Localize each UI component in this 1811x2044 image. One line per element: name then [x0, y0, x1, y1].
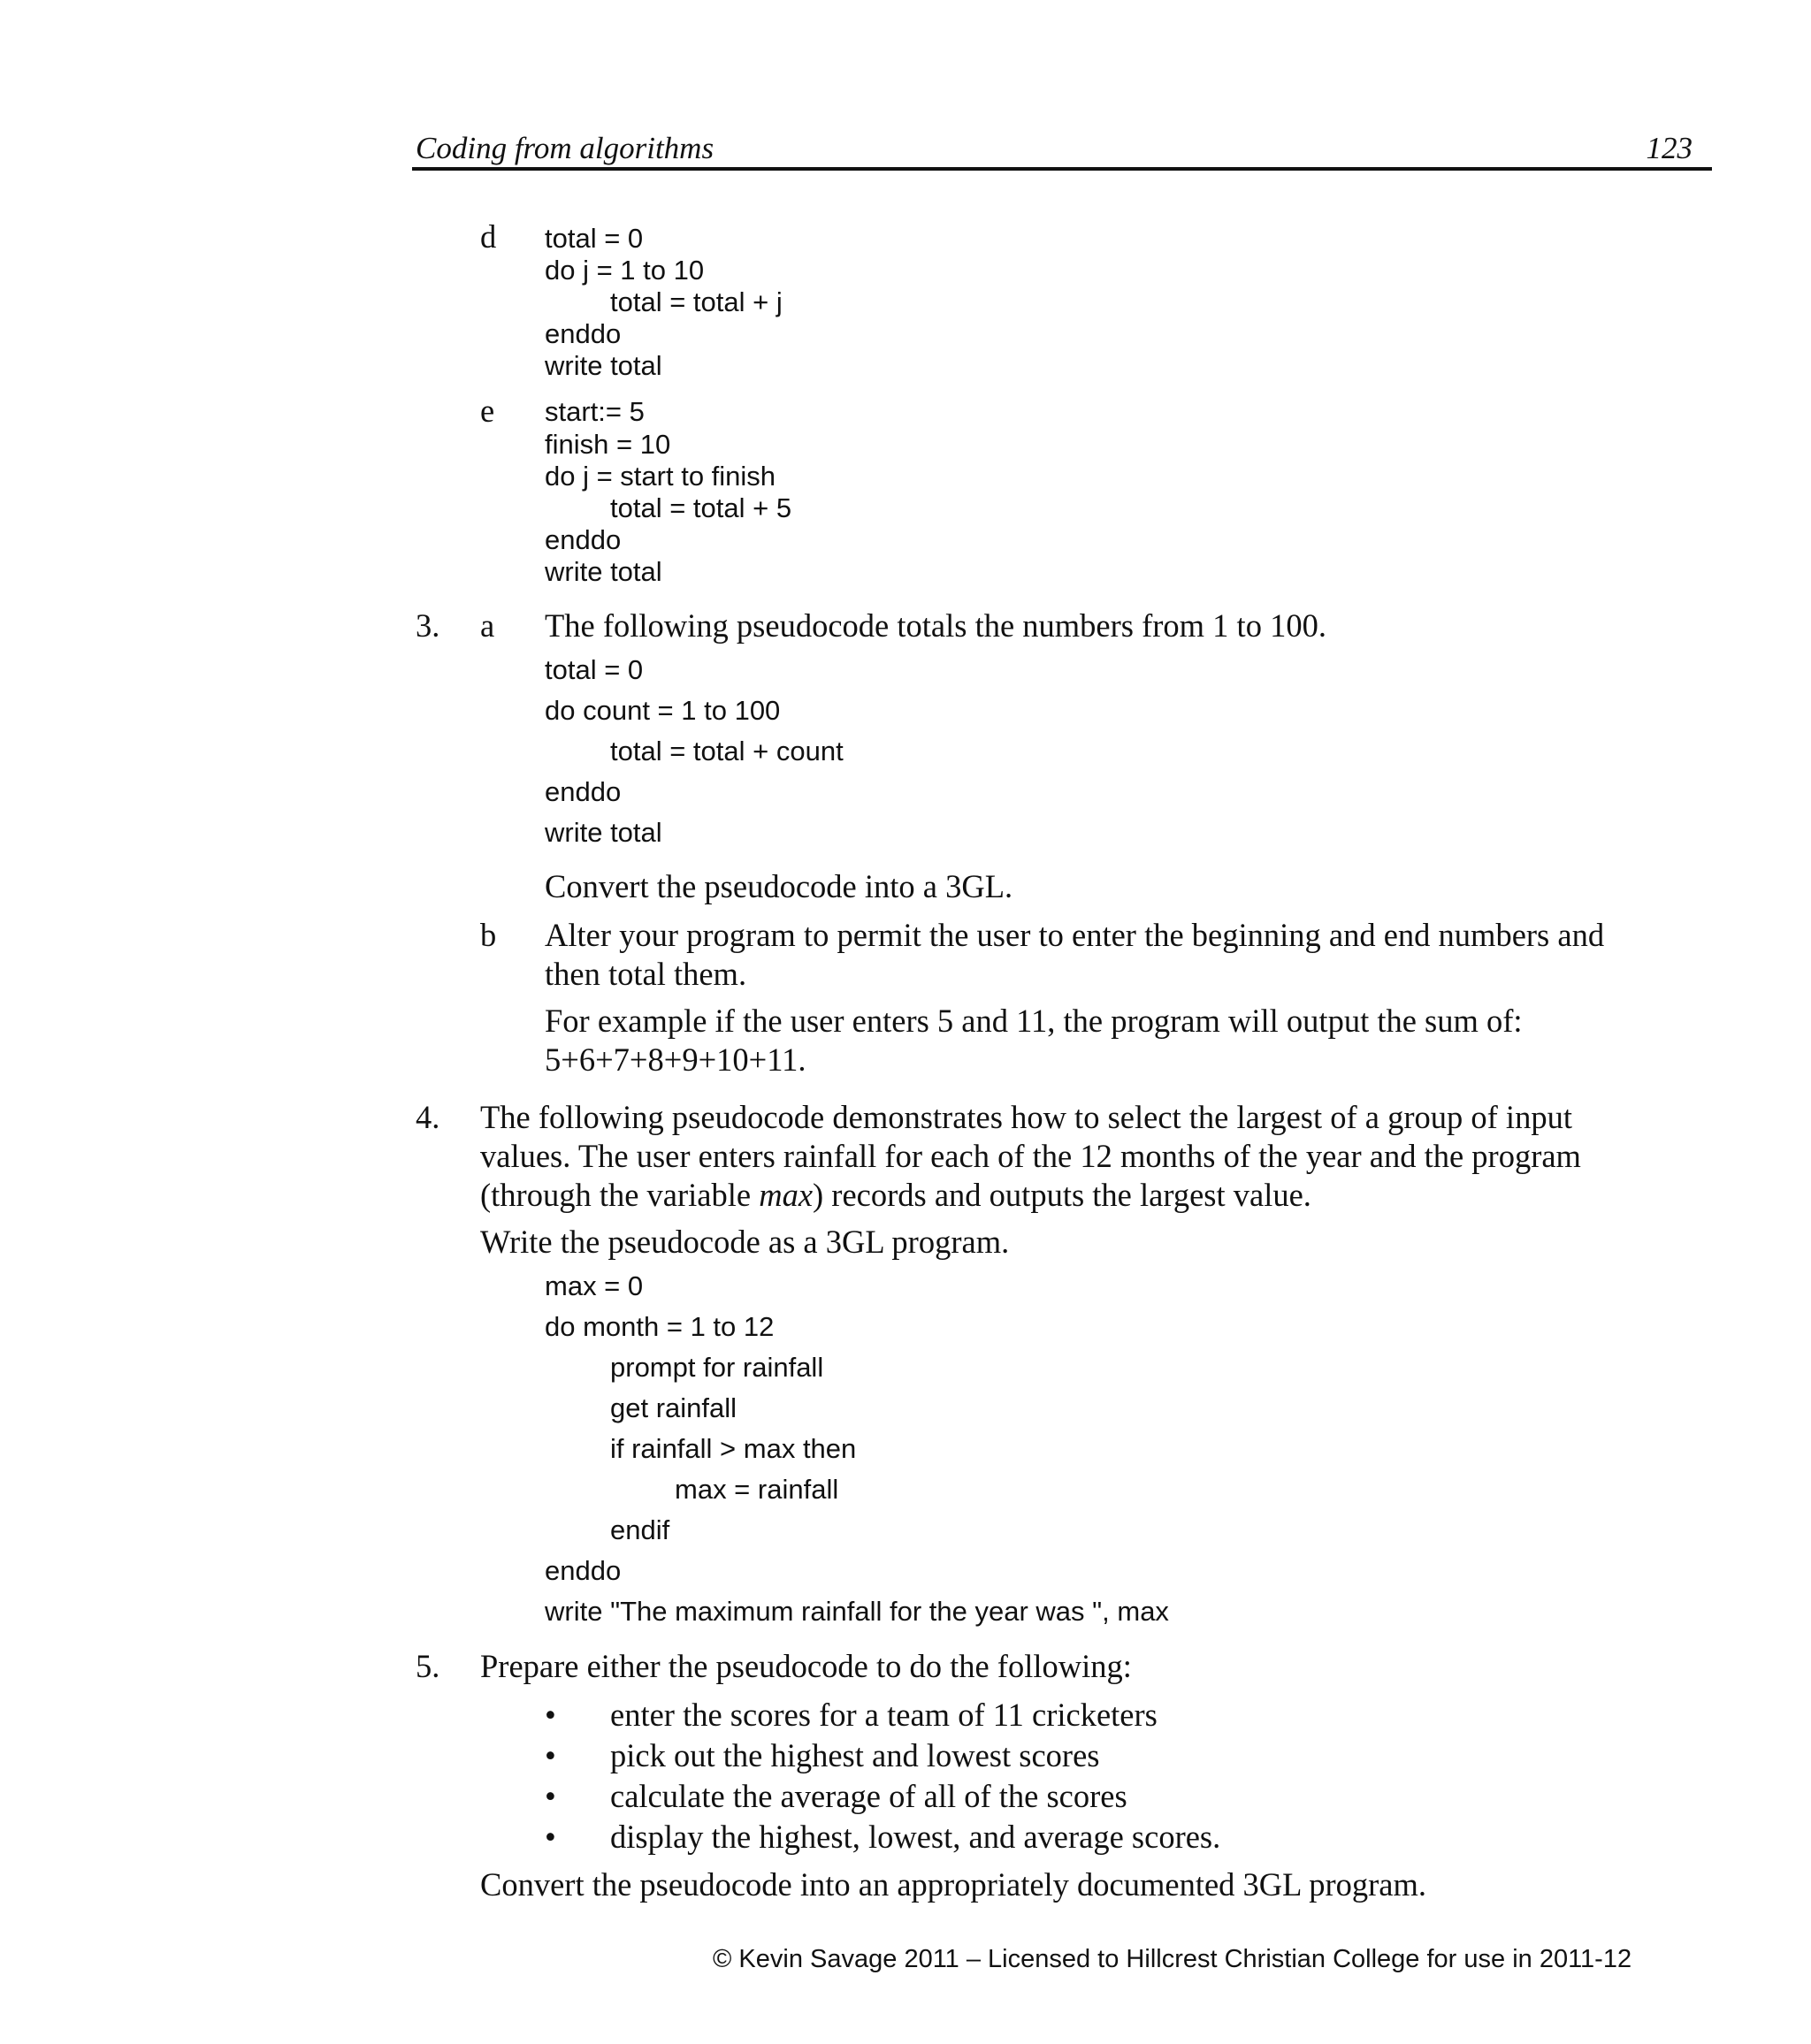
q2e-code-line: do j = start to finish: [545, 461, 776, 492]
q3a-code-line: enddo: [545, 776, 622, 807]
q3a-instruction: Convert the pseudocode into a 3GL.: [545, 868, 1013, 904]
q3a-code-line: do count = 1 to 100: [545, 695, 781, 726]
q4-code-line: enddo: [545, 1555, 622, 1586]
q5-bullet-item: enter the scores for a team of 11 cricketers: [610, 1697, 1158, 1733]
q4-instruction: Write the pseudocode as a 3GL program.: [480, 1224, 1010, 1260]
q4-text-segment: ) records and outputs the largest value.: [813, 1177, 1311, 1213]
footer-copyright: © Kevin Savage 2011 – Licensed to Hillcrest Christian College for use in 2011-12: [713, 1945, 1632, 1973]
q3b-marker: b: [480, 917, 497, 953]
q3b-example-line: For example if the user enters 5 and 11, the program will output the sum of:: [545, 1003, 1523, 1039]
q2d-marker: d: [480, 218, 497, 255]
q2e-code-line: enddo: [545, 524, 622, 555]
bullet-icon: •: [545, 1737, 556, 1773]
q3b-example-line: 5+6+7+8+9+10+11.: [545, 1041, 806, 1078]
q4-code-line: prompt for rainfall: [610, 1352, 824, 1383]
q4-text-line: The following pseudocode demonstrates how to select the largest of a group of input: [480, 1099, 1572, 1135]
page-number: 123: [1646, 131, 1693, 165]
bullet-icon: •: [545, 1697, 556, 1733]
q4-code-line: endif: [610, 1514, 670, 1545]
q3a-intro: The following pseudocode totals the numbers from 1 to 100.: [545, 607, 1326, 644]
q4-code-line: max = rainfall: [675, 1474, 839, 1505]
q5-intro: Prepare either the pseudocode to do the following:: [480, 1648, 1132, 1684]
q5-bullet-item: calculate the average of all of the scores: [610, 1778, 1127, 1814]
q2e-marker: e: [480, 393, 495, 429]
q2d-code-line: total = total + j: [610, 286, 783, 317]
q4-code-line: write "The maximum rainfall for the year was ", max: [545, 1596, 1169, 1627]
q5-number: 5.: [416, 1648, 440, 1684]
q4-text-segment: (through the variable: [480, 1177, 760, 1213]
bullet-icon: •: [545, 1778, 556, 1814]
q2d-code-line: do j = 1 to 10: [545, 255, 705, 286]
q3a-code-line: total = total + count: [610, 736, 844, 766]
running-header-title: Coding from algorithms: [416, 131, 714, 165]
q4-code-line: get rainfall: [610, 1392, 737, 1423]
q2e-code-line: finish = 10: [545, 429, 671, 460]
q3a-code-line: write total: [545, 817, 662, 848]
q4-code-line: if rainfall > max then: [610, 1433, 857, 1464]
q4-code-line: max = 0: [545, 1270, 644, 1301]
q2d-code-line: write total: [545, 350, 662, 381]
q4-text-line: values. The user enters rainfall for each of the 12 months of the year and the program: [480, 1138, 1581, 1174]
q5-instruction: Convert the pseudocode into an appropriately documented 3GL program.: [480, 1866, 1427, 1903]
q3a-marker: a: [480, 607, 495, 644]
q3a-code-line: total = 0: [545, 654, 644, 685]
header-rule: [412, 167, 1712, 171]
q4-text-line: [480, 1176, 1311, 1214]
q4-variable-max: max: [759, 1177, 814, 1213]
q5-bullet-item: pick out the highest and lowest scores: [610, 1737, 1100, 1773]
q2d-code-line: total = 0: [545, 223, 644, 254]
q3b-text-line: then total them.: [545, 956, 747, 992]
q3-number: 3.: [416, 607, 440, 644]
q3b-text-line: Alter your program to permit the user to enter the beginning and end numbers and: [545, 917, 1605, 953]
q2e-code-line: start:= 5: [545, 396, 645, 427]
q2e-code-line: total = total + 5: [610, 492, 792, 523]
q2e-code-line: write total: [545, 556, 662, 587]
q4-code-line: do month = 1 to 12: [545, 1311, 775, 1342]
q2d-code-line: enddo: [545, 318, 622, 349]
q5-bullet-item: display the highest, lowest, and average scores.: [610, 1819, 1221, 1855]
q4-number: 4.: [416, 1099, 440, 1135]
bullet-icon: •: [545, 1819, 556, 1855]
